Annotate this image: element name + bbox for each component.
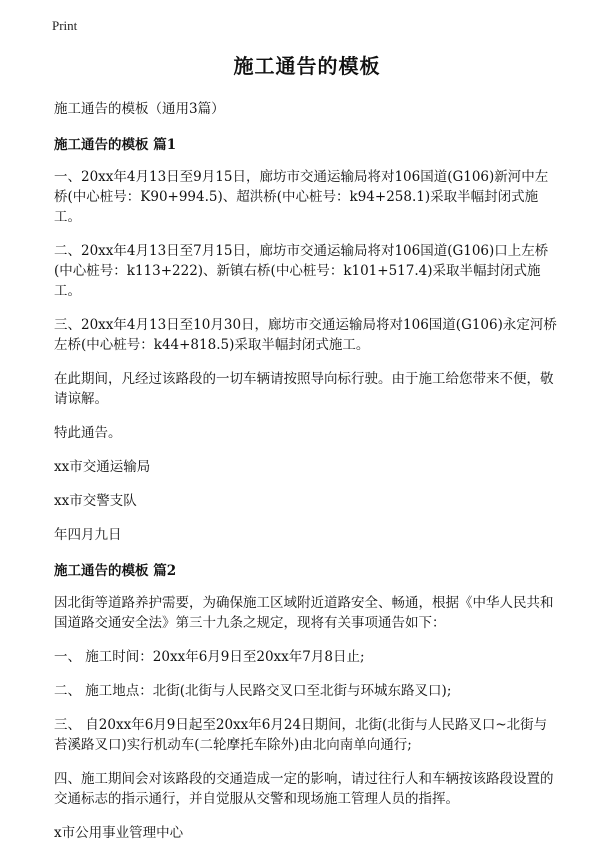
paragraph: 三、 自20xx年6月9日起至20xx年6月24日期间，北街(北街与人民路叉口~北街与苔溪路叉口)实行机动车(二轮摩托车除外)由北向南单向通行; [54, 717, 548, 753]
signature-line: xx市交警支队 [54, 493, 137, 509]
section-1 [54, 133, 560, 545]
print-link[interactable]: Print [52, 18, 78, 33]
date-line: 年四月九日 [54, 527, 122, 543]
paragraph: 三、20xx年4月13日至10月30日，廊坊市交通运输局将对106国道(G106)永定河桥左桥(中心桩号：k44+818.5)采取半幅封闭式施工。 [54, 317, 557, 353]
paragraph: 在此期间，凡经过该路段的一切车辆请按照导向标行驶。由于施工给您带来不便，敬请谅解。 [54, 371, 554, 407]
document-subtitle: 施工通告的模板（通用3篇） [54, 101, 225, 117]
paragraph: 特此通告。 [54, 425, 122, 441]
section-heading: 施工通告的模板 篇1 [54, 137, 177, 153]
paragraph: 一、 施工时间：20xx年6月9日至20xx年7月8日止; [54, 649, 365, 665]
signature-line: xx市交通运输局 [54, 459, 151, 475]
document-title: 施工通告的模板 [233, 54, 381, 78]
signature-line: x市公用事业管理中心 [54, 825, 184, 841]
document-page [54, 50, 560, 857]
paragraph: 四、施工期间会对该路段的交通造成一定的影响，请过往行人和车辆按该路段设置的交通标志的指示通行，并自觉服从交警和现场施工管理人员的指挥。 [54, 771, 554, 807]
paragraph: 一、20xx年4月13日至9月15日，廊坊市交通运输局将对106国道(G106)新河中左桥(中心桩号：K90+994.5)、超洪桥(中心桩号：k94+258.1)采取半幅封闭式施工。 [54, 169, 549, 225]
paragraph: 二、20xx年4月13日至7月15日，廊坊市交通运输局将对106国道(G106)口上左桥(中心桩号：k113+222)、新镇右桥(中心桩号：k101+517.4)采取半幅封闭式施工。 [54, 243, 549, 299]
section-2 [54, 559, 560, 843]
paragraph: 二、 施工地点：北街(北街与人民路交叉口至北街与环城东路叉口); [54, 683, 452, 699]
section-heading: 施工通告的模板 篇2 [54, 563, 177, 579]
paragraph: 因北街等道路养护需要，为确保施工区域附近道路安全、畅通，根据《中华人民共和国道路交通安全法》第三十九条之规定，现将有关事项通告如下： [54, 595, 554, 631]
